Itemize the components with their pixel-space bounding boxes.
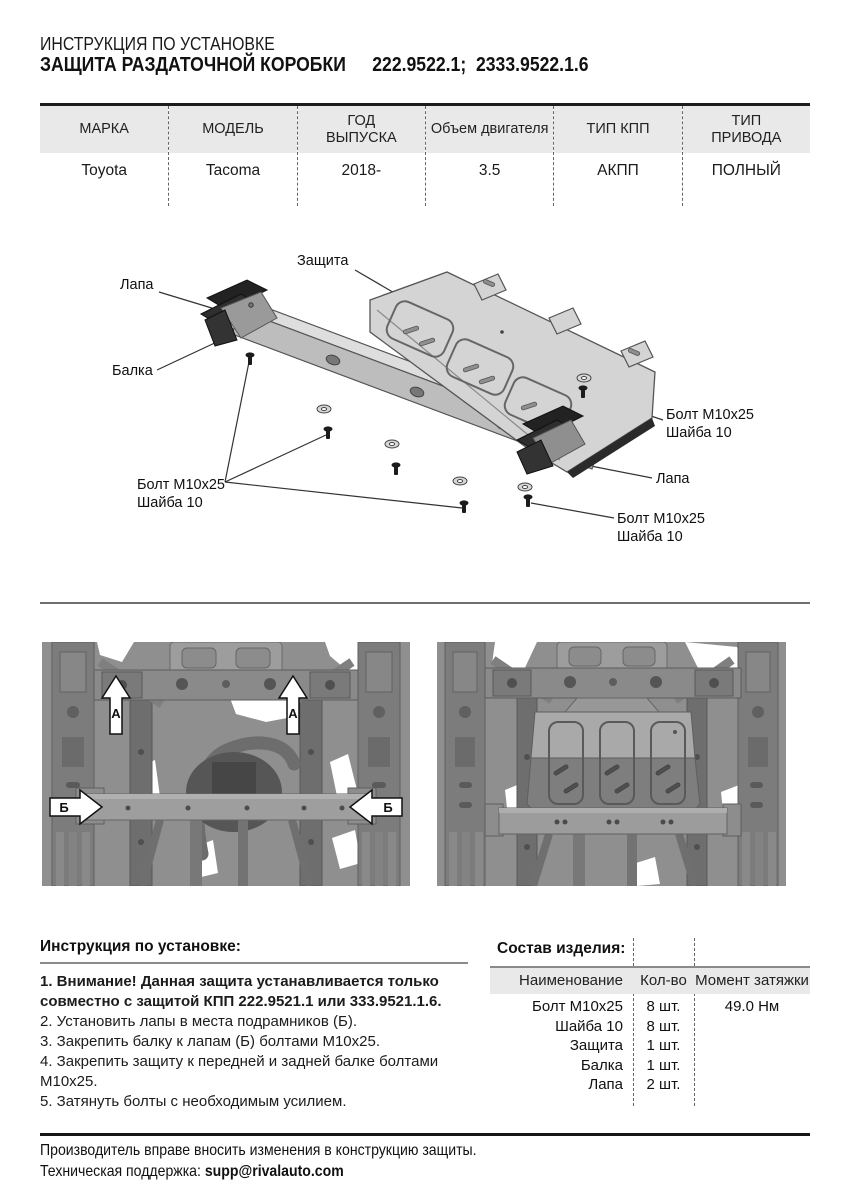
spec-header-model: МОДЕЛЬ [169, 106, 296, 153]
arrow-b-label: Б [383, 800, 393, 815]
document-title-text [40, 54, 589, 77]
product-name: ЗАЩИТА РАЗДАТОЧНОЙ КОРОБКИ [40, 54, 346, 76]
instructions-divider [40, 962, 468, 964]
label-bolt-bottom-left: Болт М10х25 Шайба 10 [137, 477, 225, 511]
spec-value-year: 2018- [341, 162, 382, 179]
beam-in-photo [485, 804, 741, 836]
composition-header-torque: Момент затяжки [695, 972, 809, 989]
spec-col-engine [425, 106, 553, 206]
support-email: supp@rivalauto.com [204, 1163, 344, 1180]
composition-header-name: Наименование [519, 972, 623, 989]
spec-col-drive [682, 106, 810, 206]
spec-value-engine: 3.5 [478, 162, 501, 179]
label-bracket-left: Лапа [120, 277, 154, 293]
label-bracket-right: Лапа [656, 471, 690, 487]
composition-title: Состав изделия: [497, 940, 626, 957]
spec-header-brand: МАРКА [40, 106, 168, 153]
product-composition-table [490, 938, 810, 1108]
spec-value-drive: ПОЛНЫЙ [711, 162, 781, 179]
instruction-step-5: 5. Затянуть болты с необходимым усилием. [40, 1093, 347, 1110]
spec-col-gearbox [553, 106, 681, 206]
spec-header-gearbox: ТИП КПП [554, 106, 681, 153]
footer-support [40, 1163, 385, 1181]
installation-instructions [40, 938, 468, 1112]
spec-header-drive: ТИП ПРИВОДА [683, 106, 810, 153]
photo-underbody-before-install [42, 642, 410, 886]
exploded-parts-diagram [55, 248, 795, 593]
part-numbers: 222.9522.1; 2333.9522.1.6 [372, 54, 589, 76]
photo-underbody-after-install [437, 642, 786, 886]
underbody-before-graphic [42, 642, 410, 886]
instruction-step-2: 2. Установить лапы в места подрамников (Б). [40, 1013, 357, 1030]
support-label: Техническая поддержка: [40, 1163, 201, 1180]
arrow-a-label: А [288, 706, 298, 721]
label-bolt-bottom-right: Болт М10х25 Шайба 10 [617, 511, 705, 545]
table-row: Балка 1 шт. [580, 1056, 681, 1074]
table-row: Защита 1 шт. [569, 1037, 681, 1054]
spec-header-year: ГОД ВЫПУСКА [298, 106, 425, 153]
instructions-title: Инструкция по установке: [40, 938, 241, 955]
spec-value-brand: Toyota [81, 162, 127, 179]
spec-col-year [297, 106, 425, 206]
spec-col-brand [40, 106, 168, 206]
arrow-a-label: А [111, 706, 121, 721]
document-title [40, 54, 663, 77]
composition-rows [490, 998, 810, 1096]
spec-value-model: Tacoma [205, 162, 261, 179]
footer-divider [40, 1133, 810, 1136]
vehicle-spec-table [40, 103, 810, 206]
instruction-step-3: 3. Закрепить балку к лапам (Б) болтами М10х25. [40, 1033, 380, 1050]
underbody-after-graphic [437, 642, 786, 886]
installed-plate [527, 698, 700, 816]
arrow-b-label: Б [59, 800, 69, 815]
table-row: Шайба 10 8 шт. [555, 1017, 681, 1035]
label-plate: Защита [297, 253, 349, 269]
composition-header-row [490, 968, 810, 994]
spec-value-gearbox: АКПП [597, 162, 639, 179]
composition-header-qty: Кол-во [640, 972, 687, 989]
table-row: Болт М10х25 8 шт. 49.0 Нм [531, 998, 780, 1015]
footer-note: Производитель вправе вносить изменения в конструкцию защиты. [40, 1142, 477, 1159]
table-row: Лапа 2 шт. [588, 1076, 681, 1093]
label-bolt-right: Болт М10х25 Шайба 10 [666, 407, 754, 441]
section-divider [40, 602, 810, 604]
label-beam: Балка [112, 363, 153, 379]
instruction-step-4: 4. Закрепить защиту к передней и задней балке болтами М10х25. [40, 1053, 439, 1090]
document-subtitle [40, 34, 307, 55]
spec-col-model [168, 106, 296, 206]
instruction-step-1: 1. Внимание! Данная защита устанавливается только совместно с защитой КПП 222.9521.1 или 333.9521.1.6. [40, 973, 442, 1010]
document-subtitle-text: ИНСТРУКЦИЯ ПО УСТАНОВКЕ [40, 34, 275, 54]
spec-header-engine: Объем двигателя [426, 106, 553, 153]
